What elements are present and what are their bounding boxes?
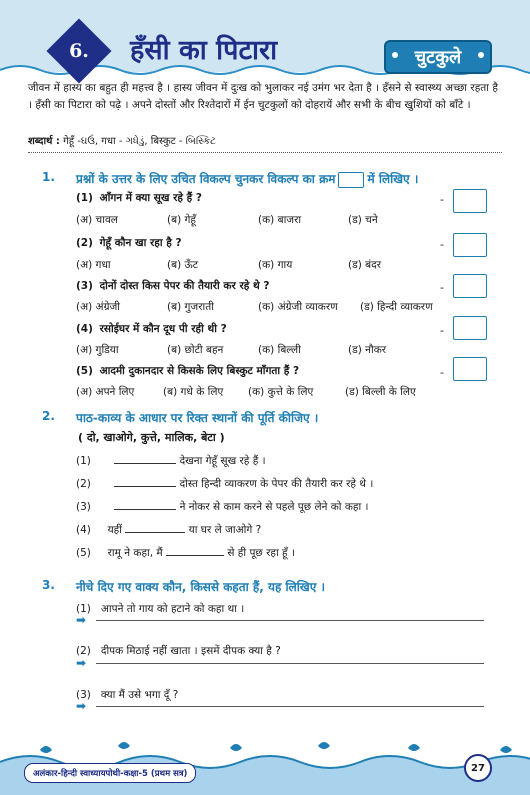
- q1-option: (ब) गुजराती: [167, 301, 214, 313]
- q1-option: (ड) चने: [348, 214, 378, 226]
- q1-dash: -: [440, 238, 444, 251]
- q3-answer-line-1[interactable]: [96, 620, 484, 621]
- arrow-icon: ➡: [76, 613, 87, 627]
- vocabulary-label: शब्दार्थ :: [28, 136, 60, 147]
- q1-dash: -: [440, 366, 444, 379]
- tag-dot-icon: [392, 52, 398, 58]
- q1-option: (ड) हिन्दी व्याकरण: [360, 301, 433, 313]
- q1-number: 1.: [42, 170, 55, 184]
- q1-question-3: (3) दोनों दोस्त किस पेपर की तैयारी कर रहे थे ?: [76, 280, 270, 292]
- q1-dash: -: [440, 324, 444, 337]
- q3-heading: नीचे दिए गए वाक्य कौन, किससे कहता हैं, यह लिखिए ।: [76, 580, 326, 594]
- q1-answer-box-2[interactable]: [453, 233, 487, 257]
- q1-heading-box: [338, 172, 364, 188]
- q1-option: (अ) गुडिया: [76, 344, 119, 356]
- q2-heading: पाठ-काव्य के आधार पर रिक्त स्थानों की पूर्ति कीजिए ।: [76, 411, 319, 425]
- q1-option: (ड) नौकर: [348, 344, 387, 356]
- q1-answer-box-5[interactable]: [453, 357, 487, 381]
- q1-option: (ड) बंदर: [348, 259, 382, 271]
- q1-dash: -: [440, 193, 444, 206]
- q1-option: (ब) गेहूँ: [167, 214, 197, 226]
- q1-dash: -: [440, 281, 444, 294]
- q3-answer-line-3[interactable]: [96, 706, 484, 707]
- vocabulary-text: गेहूँ -ઘઉં, गधा - ગધેડું, बिस्कुट - બિસ્કિટ: [63, 136, 217, 147]
- q1-option: (क) बिल्ली: [258, 344, 301, 356]
- q1-option: (अ) अपने लिए: [76, 386, 135, 398]
- q1-option: (अ) गधा: [76, 259, 111, 271]
- intro-paragraph: जीवन में हास्य का बहुत ही महत्त्व है । हास्य जीवन में दुःख को भुलाकर नई उमंग भर देता है । हँसने से स्वास्थ्य अच्छा रहता है । हँसी का पिटारा को पढ़े । अपने दोस्तों और रिश्तेदारों में ईन चुटकुलों को दोहरायें और सभी के बीच खुशियों को बाँटे ।: [28, 82, 498, 111]
- q2-blank-1[interactable]: [114, 463, 176, 464]
- page-number: 27: [464, 754, 492, 782]
- q1-answer-box-3[interactable]: [453, 274, 487, 298]
- q1-option: (ब) ऊँट: [167, 259, 199, 271]
- tag-dot-icon: [478, 52, 484, 58]
- arrow-icon: ➡: [76, 699, 87, 713]
- q1-option: (अ) चावल: [76, 214, 118, 226]
- q3-item-3: (3) क्या मैं उसे भगा दूँ ?: [76, 689, 179, 701]
- q2-item-3: (3) ने नोकर से काम करने से पहले पूछ लेने को कहा ।: [76, 501, 369, 513]
- vocabulary: [28, 133, 216, 147]
- q2-item-4: (4) यहीं या घर ले जाओगे ?: [76, 524, 262, 536]
- q1-option: (क) गाय: [258, 259, 293, 271]
- q1-option: (अ) अंग्रेजी: [76, 301, 121, 313]
- q2-blank-4[interactable]: [125, 532, 185, 533]
- q2-item-5: (5) रामू ने कहा, मैं से ही पूछ रहा हूँ ।: [76, 547, 295, 559]
- q1-option: (क) बाजरा: [258, 214, 302, 226]
- q2-number: 2.: [42, 409, 55, 423]
- lesson-number: 6.: [69, 40, 89, 62]
- q3-number: 3.: [42, 578, 55, 592]
- q1-answer-box-4[interactable]: [453, 316, 487, 340]
- dotted-divider: [28, 152, 502, 153]
- q3-item-2: (2) दीपक मिठाई नहीं खाता । इसमें दीपक क्या है ?: [76, 645, 281, 657]
- q2-item-1: (1) देखना गेहूँ सूख रहे हैं ।: [76, 455, 266, 467]
- q1-heading-text: प्रश्नों के उत्तर के लिए उचित विकल्प चुनकर विकल्प का क्रम: [76, 172, 336, 186]
- category-tag-label: चुटकुले: [414, 47, 462, 68]
- category-tag: [384, 40, 492, 74]
- q2-blank-3[interactable]: [114, 509, 176, 510]
- q2-blank-5[interactable]: [166, 555, 224, 556]
- q1-question-2: (2) गेहूँ कौन खा रहा है ?: [76, 237, 182, 249]
- q1-option: (ड) बिल्ली के लिए: [345, 386, 416, 398]
- q1-option: (ब) छोटी बहन: [167, 344, 224, 356]
- q1-heading-text-end: में लिखिए ।: [367, 172, 419, 186]
- q2-word-bank: ( दो, खाओगे, कुत्ते, मालिक, बेटा ): [78, 431, 225, 444]
- q1-option: (क) अंग्रेजी व्याकरण: [258, 301, 338, 313]
- q1-question-1: (1) आँगन में क्या सूख रहे हैं ?: [76, 192, 202, 204]
- q2-blank-2[interactable]: [114, 486, 176, 487]
- book-title-footer: अलंकार-हिन्दी स्वाध्यायपोथी-कक्षा-5 (प्रथम सत्र): [24, 763, 196, 783]
- q1-question-4: (4) रसोईघर में कौन दूध पी रही थी ?: [76, 323, 227, 335]
- page-title: हँसी का पिटारा: [130, 35, 278, 66]
- q1-option: (ब) गधे के लिए: [163, 386, 224, 398]
- q3-answer-line-2[interactable]: [96, 663, 484, 664]
- q1-option: (क) कुत्ते के लिए: [248, 386, 314, 398]
- q1-heading: [76, 170, 418, 188]
- q2-item-2: (2) दोस्त हिन्दी व्याकरण के पेपर की तैयारी कर रहे थे ।: [76, 478, 374, 490]
- arrow-icon: ➡: [76, 656, 87, 670]
- q1-question-5: (5) आदमी दुकानदार से किसके लिए बिस्कुट माँगता हैं ?: [76, 365, 300, 377]
- q1-answer-box-1[interactable]: [453, 189, 487, 213]
- q3-item-1: (1) आपने तो गाय को हटाने को कहा था ।: [76, 603, 245, 615]
